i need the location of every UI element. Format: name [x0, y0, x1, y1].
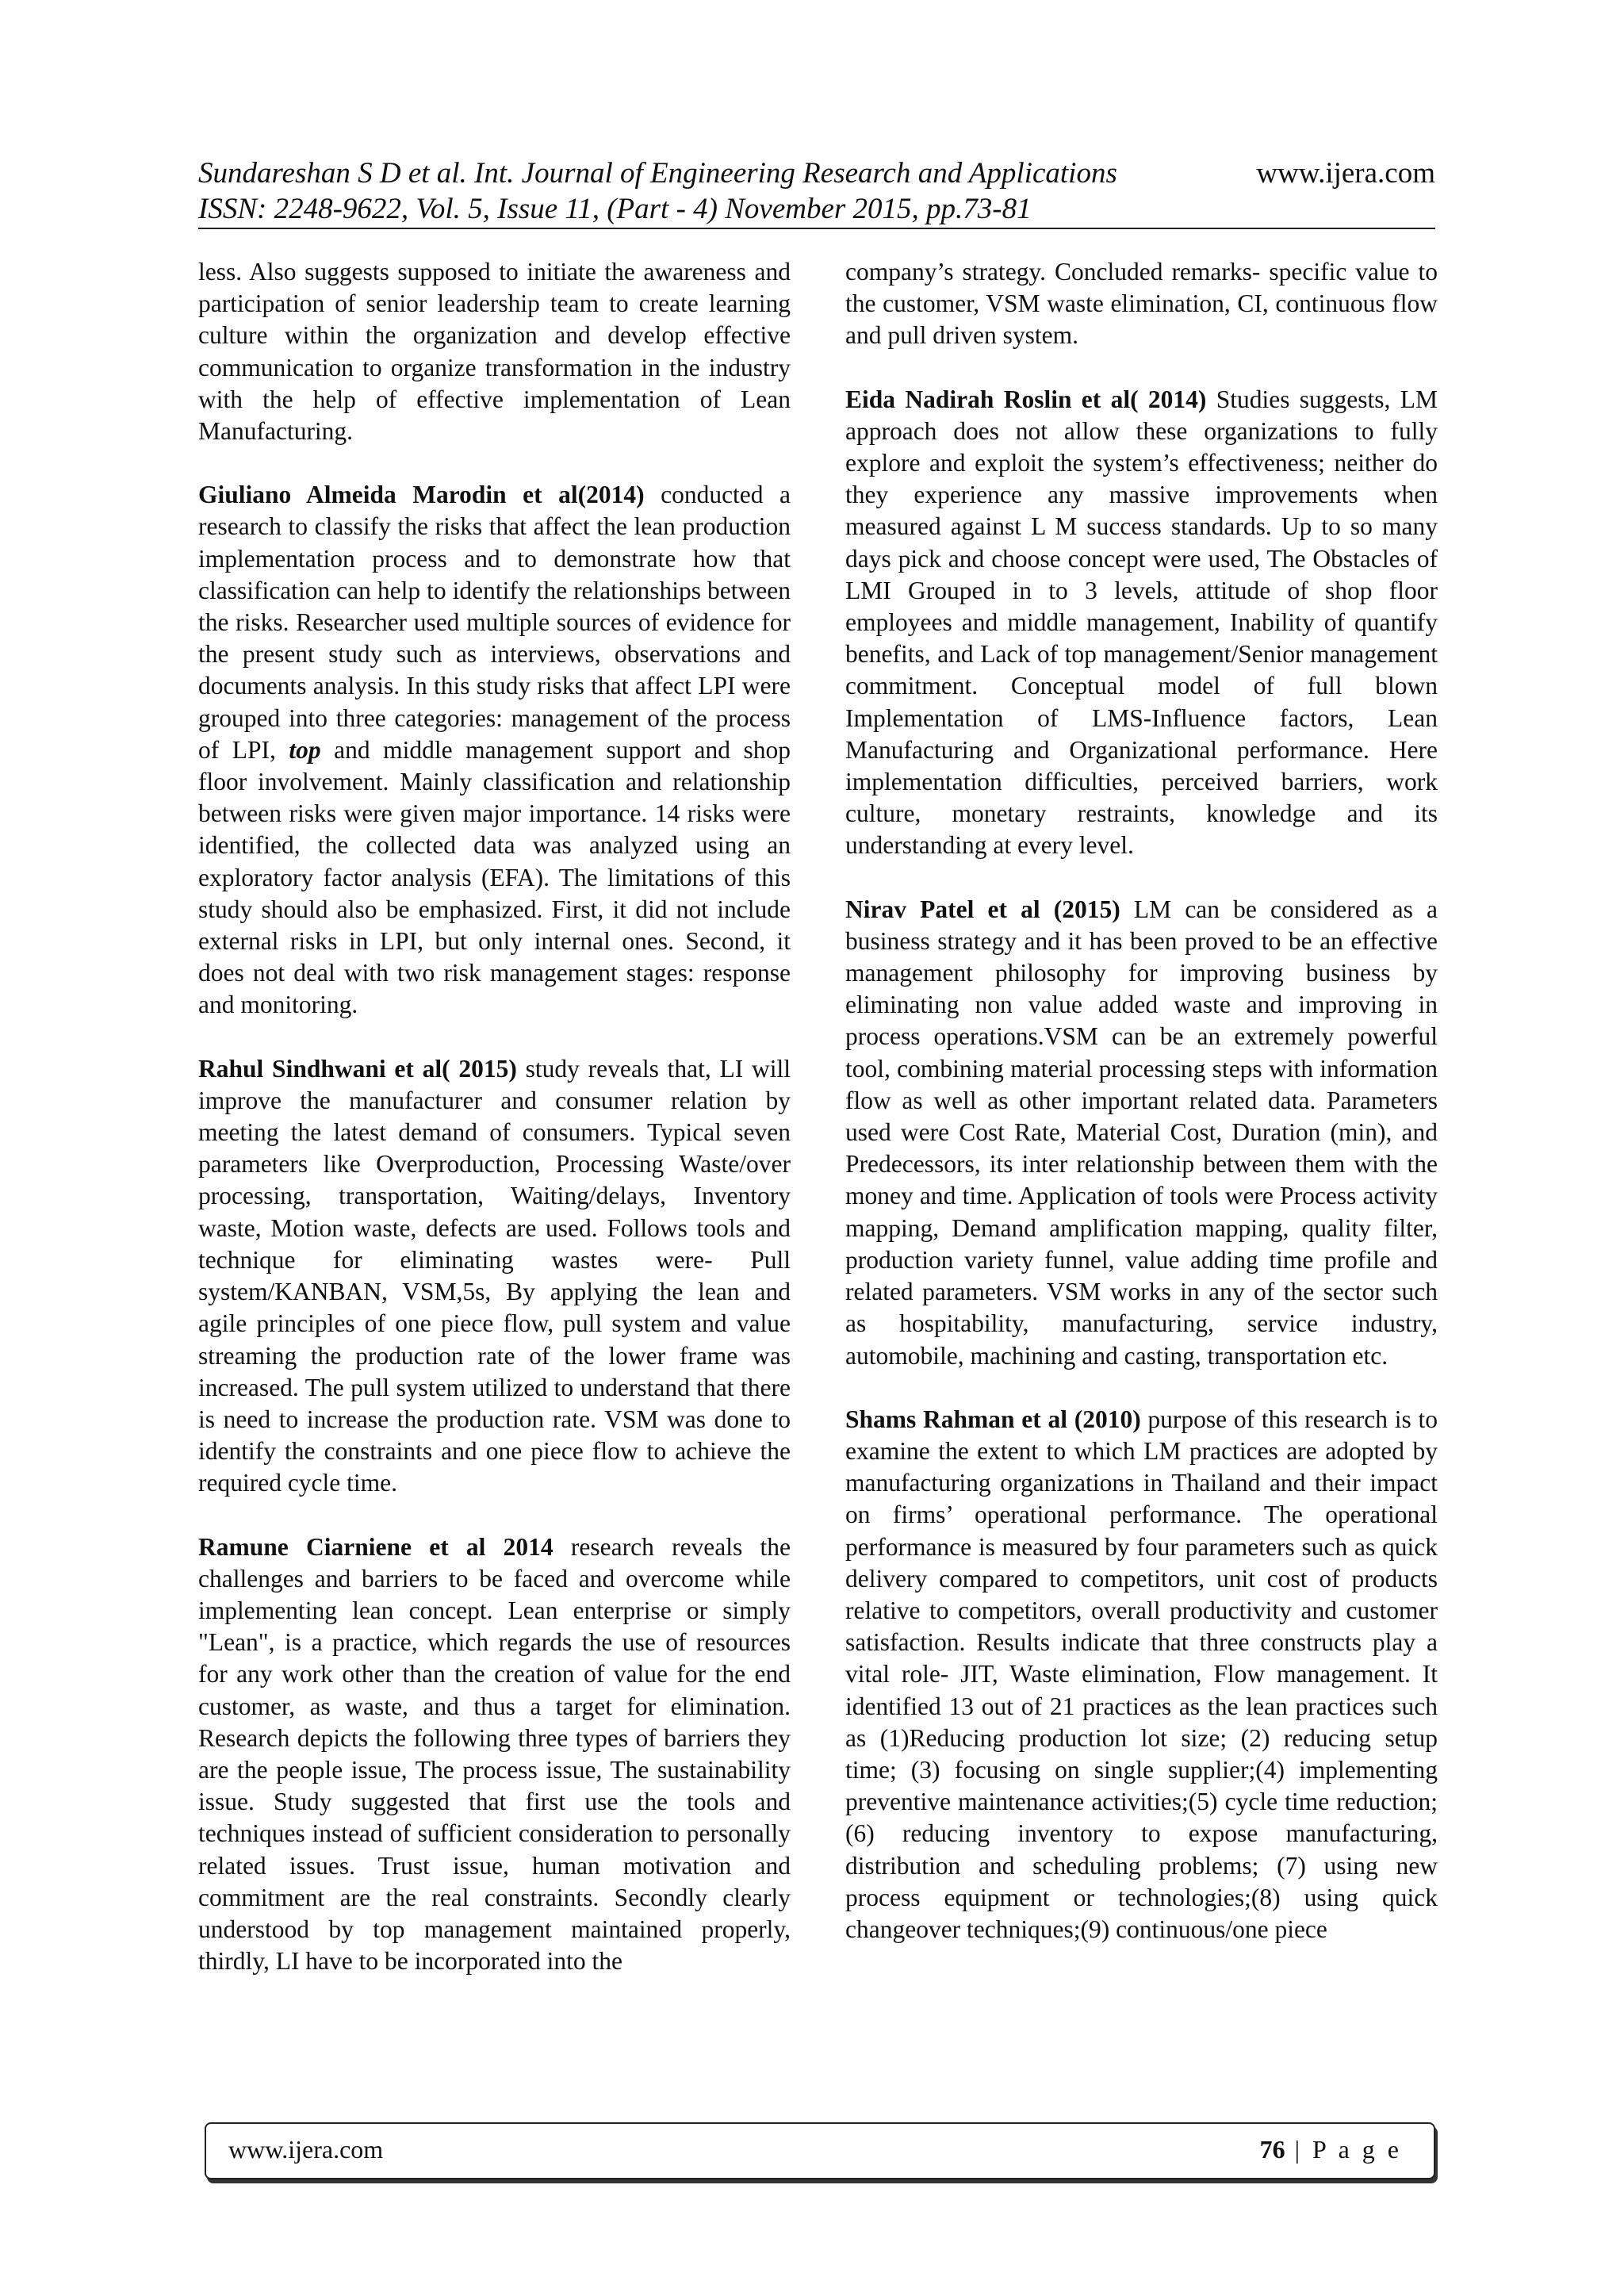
paragraph — [198, 1053, 791, 1500]
author-citation: Rahul Sindhwani et al( 2015) — [198, 1054, 517, 1083]
paragraph — [198, 1531, 791, 1978]
journal-citation-line: Sundareshan S D et al. Int. Journal of Engineering Research and Applications — [198, 157, 1117, 190]
footer-website: www.ijera.com — [228, 2135, 384, 2164]
author-citation: Shams Rahman et al (2010) — [845, 1405, 1141, 1433]
paragraph: less. Also suggests supposed to initiate the awareness and participation of senior leadership team to create learning culture within the organization and develop effective communication to organize transformation in the industry with the help of effective implementation of Lean Manufacturing. — [198, 258, 791, 446]
paragraph-text: LM can be considered as a business strategy and it has been proved to be an effective management philosophy for improving business by eliminating non value added waste and improving in process operations.VSM can be an extremely powerful tool, combining material processing steps with information flow as well as other important related data. Parameters used were Cost Rate, Material Cost, Duration (min), and Predecessors, its inter relationship between them with the money and time. Application of tools were Process activity mapping, Demand amplification mapping, quality filter, production variety funnel, value adding time profile and related parameters. VSM works in any of the sector such as hospitability, manufacturing, service industry, automobile, machining and casting, transportation etc. — [845, 895, 1438, 1370]
left-column — [198, 256, 791, 2009]
right-column — [845, 256, 1438, 1977]
author-citation: Nirav Patel et al (2015) — [845, 895, 1120, 923]
page-footer — [205, 2122, 1435, 2179]
header-rule — [198, 228, 1435, 229]
issn-line: ISSN: 2248-9622, Vol. 5, Issue 11, (Part - 4) November 2015, pp.73-81 — [198, 193, 1032, 225]
author-citation: Eida Nadirah Roslin et al( 2014) — [845, 385, 1207, 413]
paragraph-text: research reveals the challenges and barriers to be faced and overcome while implementing lean concept. Lean enterprise or simply "Lean", is a practice, which regards the use of resources for any work other than the creation of value for the end customer, as waste, and thus a target for elimination. Research depicts the following three types of barriers they are the people issue, The process issue, The sustainability issue. Study suggested that first use the tools and techniques instead of sufficient consideration to personally related issues. Trust issue, human motivation and commitment are the real constraints. Secondly clearly understood by top management maintained properly, thirdly, LI have to be incorporated into the — [198, 1532, 791, 1976]
paragraph: company’s strategy. Concluded remarks- specific value to the customer, VSM waste elimination, CI, continuous flow and pull driven system. — [845, 258, 1438, 350]
paragraph — [845, 384, 1438, 862]
paragraph-text: and middle management support and shop floor involvement. Mainly classification and relationship between risks were given major importance. 14 risks were identified, the collected data was analyzed using an exploratory factor analysis (EFA). The limitations of this study should also be emphasized. First, it did not include external risks in LPI, but only internal ones. Second, it does not deal with two risk management stages: response and monitoring. — [198, 735, 791, 1019]
page-label: | P a g e — [1285, 2135, 1402, 2164]
paragraph — [845, 894, 1438, 1372]
paragraph-text: study reveals that, LI will improve the manufacturer and consumer relation by meeting the latest demand of consumers. Typical seven parameters like Overproduction, Processing Waste/over processing, transportation, Waiting/delays, Inventory waste, Motion waste, defects are used. Follows tools and technique for eliminating wastes were- Pull system/KANBAN, VSM,5s, By applying the lean and agile principles of one piece flow, pull system and value streaming the production rate of the lower frame was increased. The pull system utilized to understand that there is need to increase the production rate. VSM was done to identify the constraints and one piece flow to achieve the required cycle time. — [198, 1054, 791, 1497]
running-header — [198, 155, 1435, 227]
paragraph-text: conducted a research to classify the risks that affect the lean production implementation process and to demonstrate how that classification can help to identify the relationships between the risks. Researcher used multiple sources of evidence for the present study such as interviews, observations and documents analysis. In this study risks that affect LPI were grouped into three categories: management of the process of LPI, — [198, 481, 791, 764]
paragraph — [845, 1404, 1438, 1945]
emphasized-word: top — [289, 735, 321, 764]
page-number-value: 76 — [1259, 2135, 1285, 2164]
paragraph-text: Studies suggests, LM approach does not allow these organizations to fully explore and exploit the system’s effectiveness; neither do they experience any massive improvements when measured against L M success standards. Up to so many days pick and choose concept were used, The Obstacles of LMI Grouped in to 3 levels, attitude of shop floor employees and middle management, Inability of quantify benefits, and Lack of top management/Senior management commitment. Conceptual model of full blown Implementation of LMS-Influence factors, Lean Manufacturing and Organizational performance. Here implementation difficulties, perceived barriers, work culture, monetary restraints, knowledge and its understanding at every level. — [845, 385, 1438, 860]
paragraph-text: purpose of this research is to examine the extent to which LM practices are adopted by manufacturing organizations in Thailand and their impact on firms’ operational performance. The operational performance is measured by four parameters such as quick delivery compared to competitors, unit cost of products relative to competitors, overall productivity and customer satisfaction. Results indicate that three constructs play a vital role- JIT, Waste elimination, Flow management. It identified 13 out of 21 practices as the lean practices such as (1)Reducing production lot size; (2) reducing setup time; (3) focusing on single supplier;(4) implementing preventive maintenance activities;(5) cycle time reduction;(6) reducing inventory to expose manufacturing, distribution and scheduling problems; (7) using new process equipment or technologies;(8) using quick changeover techniques;(9) continuous/one piece — [845, 1405, 1438, 1943]
header-website: www.ijera.com — [1256, 157, 1435, 190]
page-number — [1260, 2133, 1402, 2165]
paragraph — [198, 479, 791, 1021]
author-citation: Ramune Ciarniene et al 2014 — [198, 1532, 553, 1561]
author-citation: Giuliano Almeida Marodin et al(2014) — [198, 481, 645, 509]
